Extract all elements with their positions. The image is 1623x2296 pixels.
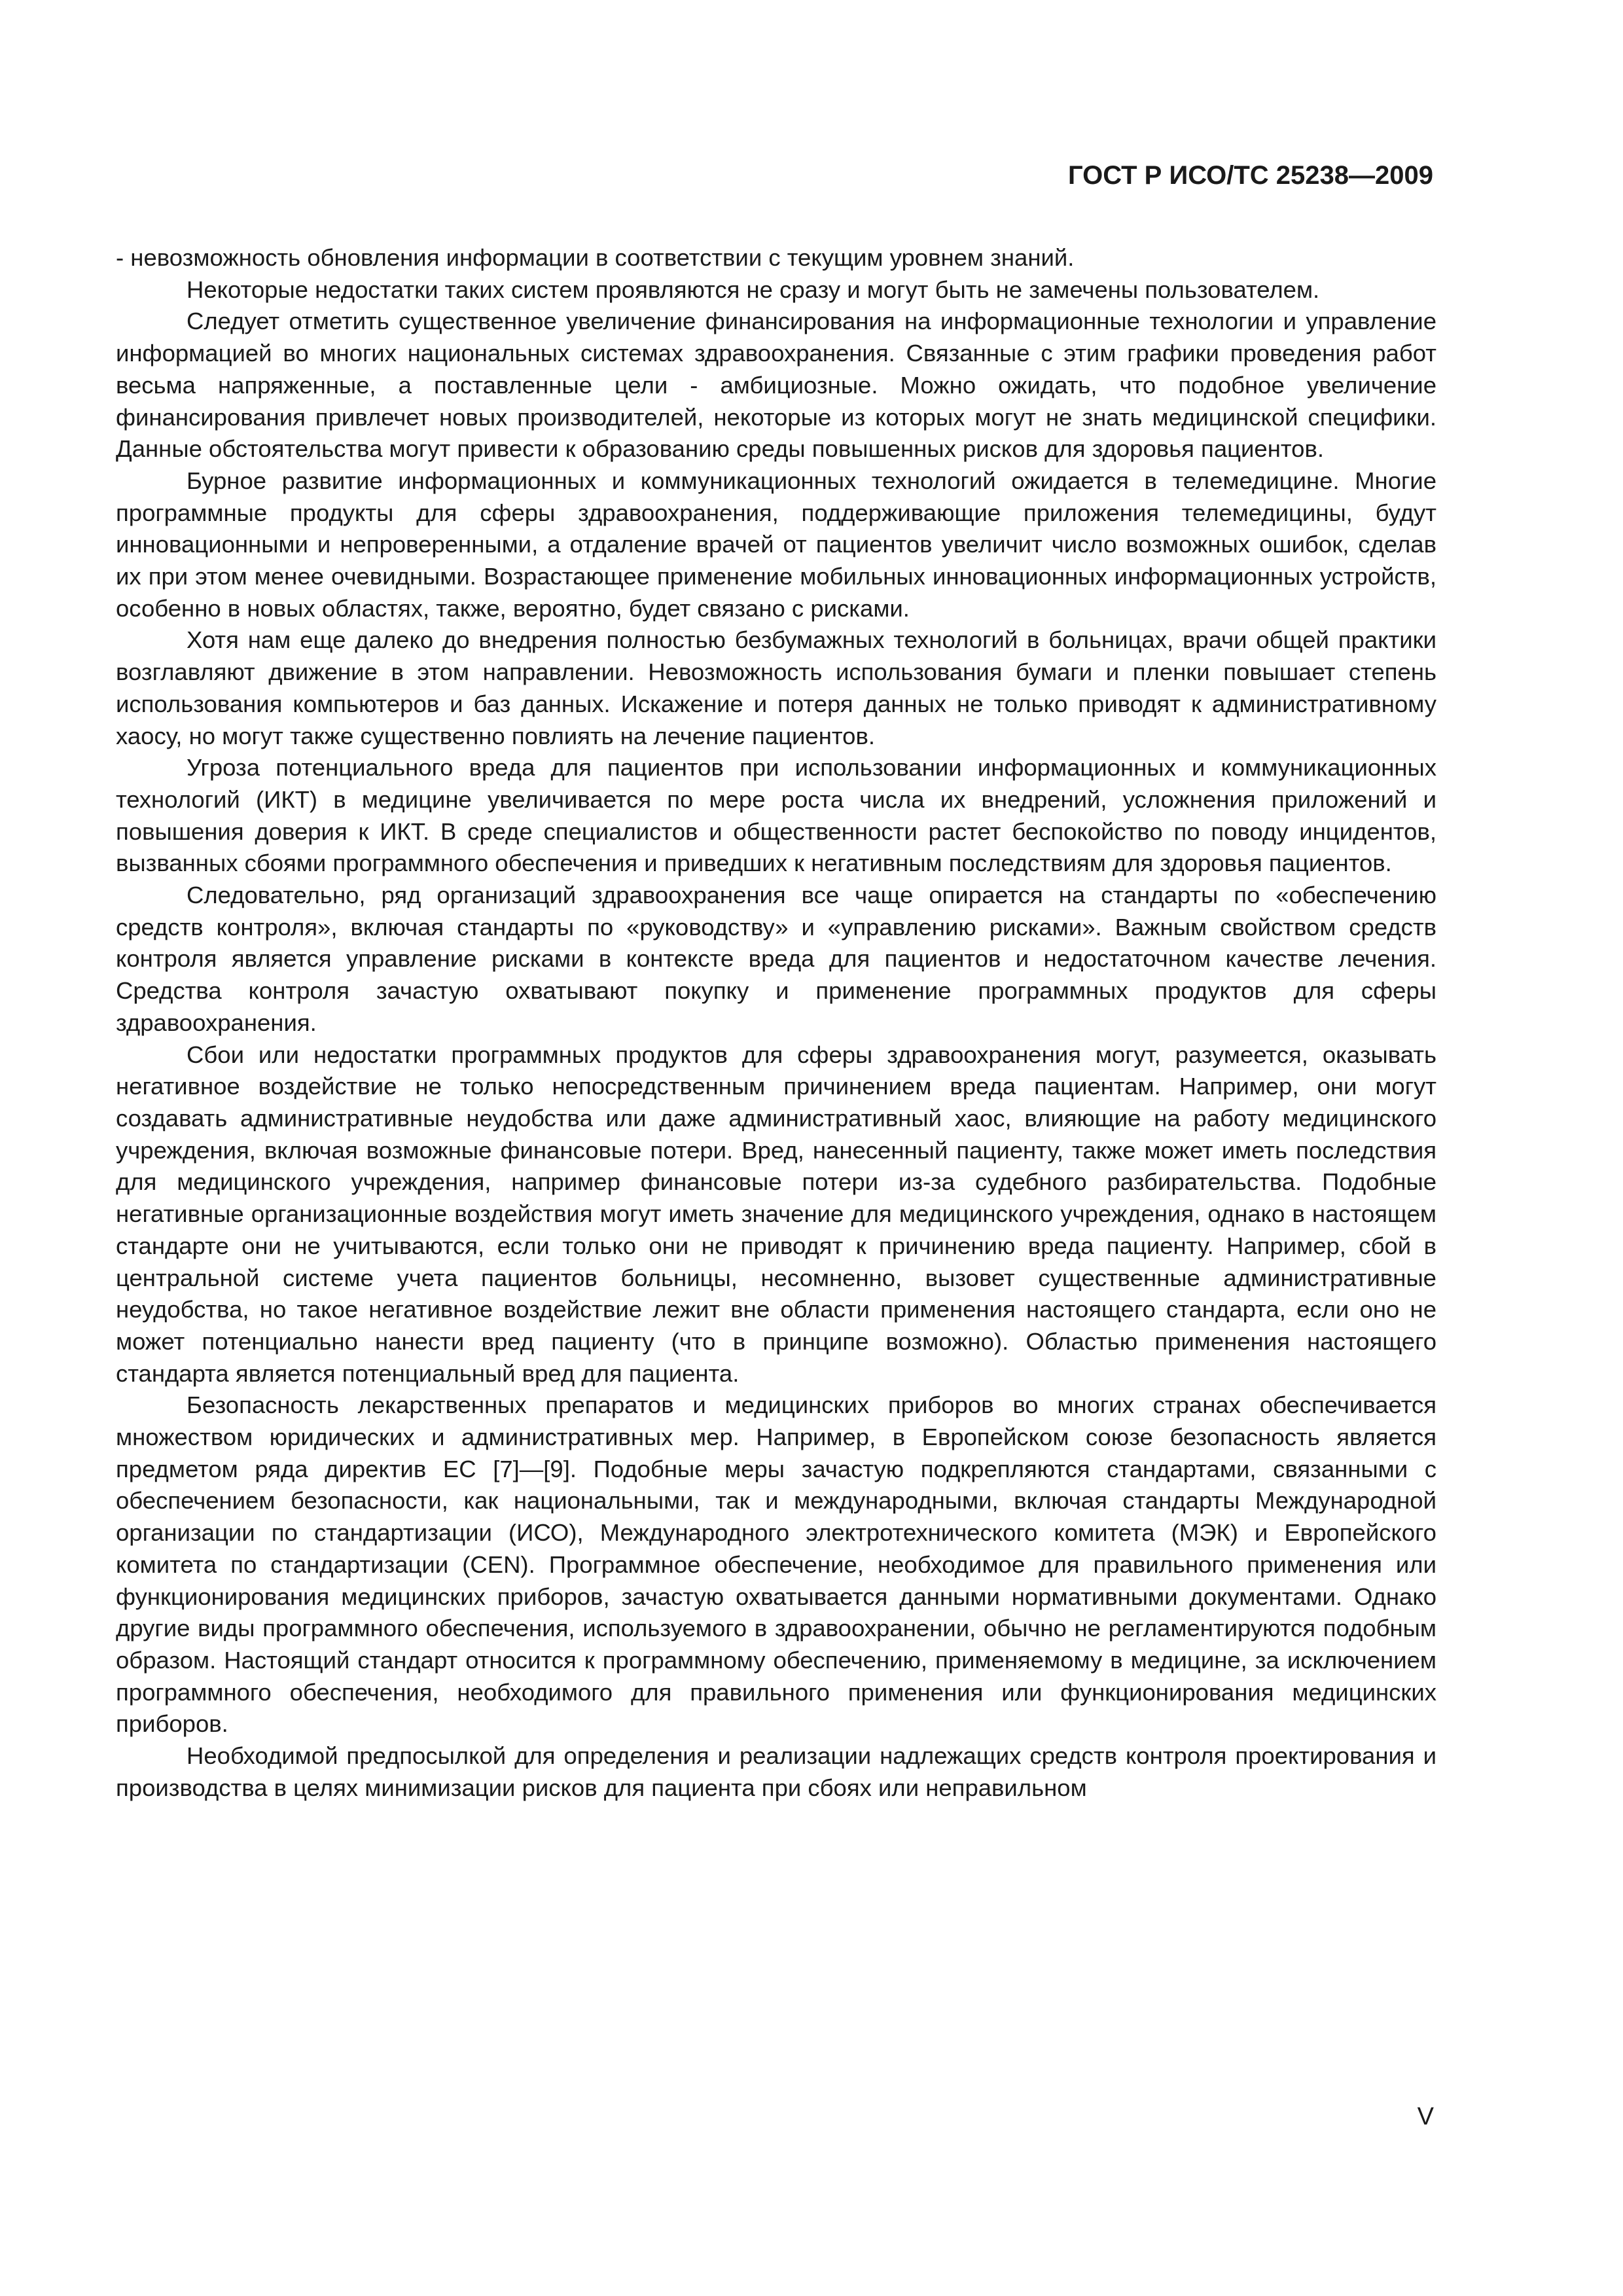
paragraph-1: - невозможность обновления информации в соответствии с текущим уровнем знаний.: [116, 244, 1075, 271]
paragraph-7: Следовательно, ряд организаций здравоохранения все чаще опирается на стандарты по «обеспечению средств контроля», включая стандарты по «руководству» и «управлению рисками». Важным свойством средств контроля является управление рисками в контексте вреда для пациентов и недостаточном качестве лечения. Средства контроля зачастую охватывают покупку и применение программных продуктов для сферы здравоохранения.: [116, 882, 1436, 1036]
paragraph-3: Следует отметить существенное увеличение финансирования на информационные технологии и управление информацией во многих национальных системах здравоохранения. Связанные с этим графики проведения работ весьма напряженные, а поставленные цели - амбициозные. Можно ожидать, что подобное увеличение финансирования привлечет новых производителей, некоторые из которых могут не знать медицинской специфики. Данные обстоятельства могут привести к образованию среды повышенных рисков для здоровья пациентов.: [116, 308, 1436, 463]
paragraph-8: Сбои или недостатки программных продуктов для сферы здравоохранения могут, разумеется, оказывать негативное воздействие не только непосредственным причинением вреда пациентам. Например, они могут создавать административные неудобства или даже административный хаос, влияющие на работу медицинского учреждения, включая возможные финансовые потери. Вред, нанесенный пациенту, также может иметь последствия для медицинского учреждения, например финансовые потери из-за судебного разбирательства. Подобные негативные организационные воздействия могут иметь значение для медицинского учреждения, однако в настоящем стандарте они не учитываются, если только они не приводят к причинению вреда пациенту. Например, сбой в центральной системе учета пациентов больницы, несомненно, вызовет существенные административные неудобства, но такое негативное воздействие лежит вне области применения настоящего стандарта, если оно не может потенциально нанести вред пациенту (что в принципе возможно). Областью применения настоящего стандарта является потенциальный вред для пациента.: [116, 1041, 1436, 1387]
document-designation: ГОСТ Р ИСО/ТС 25238—2009: [1067, 161, 1433, 190]
paragraph-4: Бурное развитие информационных и коммуникационных технологий ожидается в телемедицине. Многие программные продукты для сферы здравоохранения, поддерживающие приложения телемедицины, будут инновационными и непроверенными, а отдаление врачей от пациентов увеличит число возможных ошибок, сделав их при этом менее очевидными. Возрастающее применение мобильных инновационных информационных устройств, особенно в новых областях, также, вероятно, будет связано с рисками.: [116, 467, 1436, 622]
paragraph-10: Необходимой предпосылкой для определения и реализации надлежащих средств контроля проектирования и производства в целях минимизации рисков для пациента при сбоях или неправильном: [116, 1742, 1436, 1801]
paragraph-2: Некоторые недостатки таких систем проявляются не сразу и могут быть не замечены пользователем.: [187, 276, 1320, 303]
paragraph-6: Угроза потенциального вреда для пациентов при использовании информационных и коммуникационных технологий (ИКТ) в медицине увеличивается по мере роста числа их внедрений, усложнения приложений и повышения доверия к ИКТ. В среде специалистов и общественности растет беспокойство по поводу инцидентов, вызванных сбоями программного обеспечения и приведших к негативным последствиям для здоровья пациентов.: [116, 754, 1436, 877]
document-body: [116, 242, 1436, 1804]
paragraph-5: Хотя нам еще далеко до внедрения полностью безбумажных технологий в больницах, врачи общей практики возглавляют движение в этом направлении. Невозможность использования бумаги и пленки повышает степень использования компьютеров и баз данных. Искажение и потеря данных не только приводят к административному хаосу, но могут также существенно повлиять на лечение пациентов.: [116, 626, 1436, 749]
page-number: V: [1417, 2103, 1434, 2130]
paragraph-9: Безопасность лекарственных препаратов и медицинских приборов во многих странах обеспечивается множеством юридических и административных мер. Например, в Европейском союзе безопасность является предметом ряда директив ЕС [7]—[9]. Подобные меры зачастую подкрепляются стандартами, связанными с обеспечением безопасности, как национальными, так и международными, включая стандарты Международной организации по стандартизации (ИСО), Международного электротехнического комитета (МЭК) и Европейского комитета по стандартизации (CEN). Программное обеспечение, необходимое для правильного применения или функционирования медицинских приборов, зачастую охватывается данными нормативными документами. Однако другие виды программного обеспечения, используемого в здравоохранении, обычно не регламентируются подобным образом. Настоящий стандарт относится к программному обеспечению, применяемому в медицине, за исключением программного обеспечения, необходимого для правильного применения или функционирования медицинских приборов.: [116, 1391, 1436, 1738]
